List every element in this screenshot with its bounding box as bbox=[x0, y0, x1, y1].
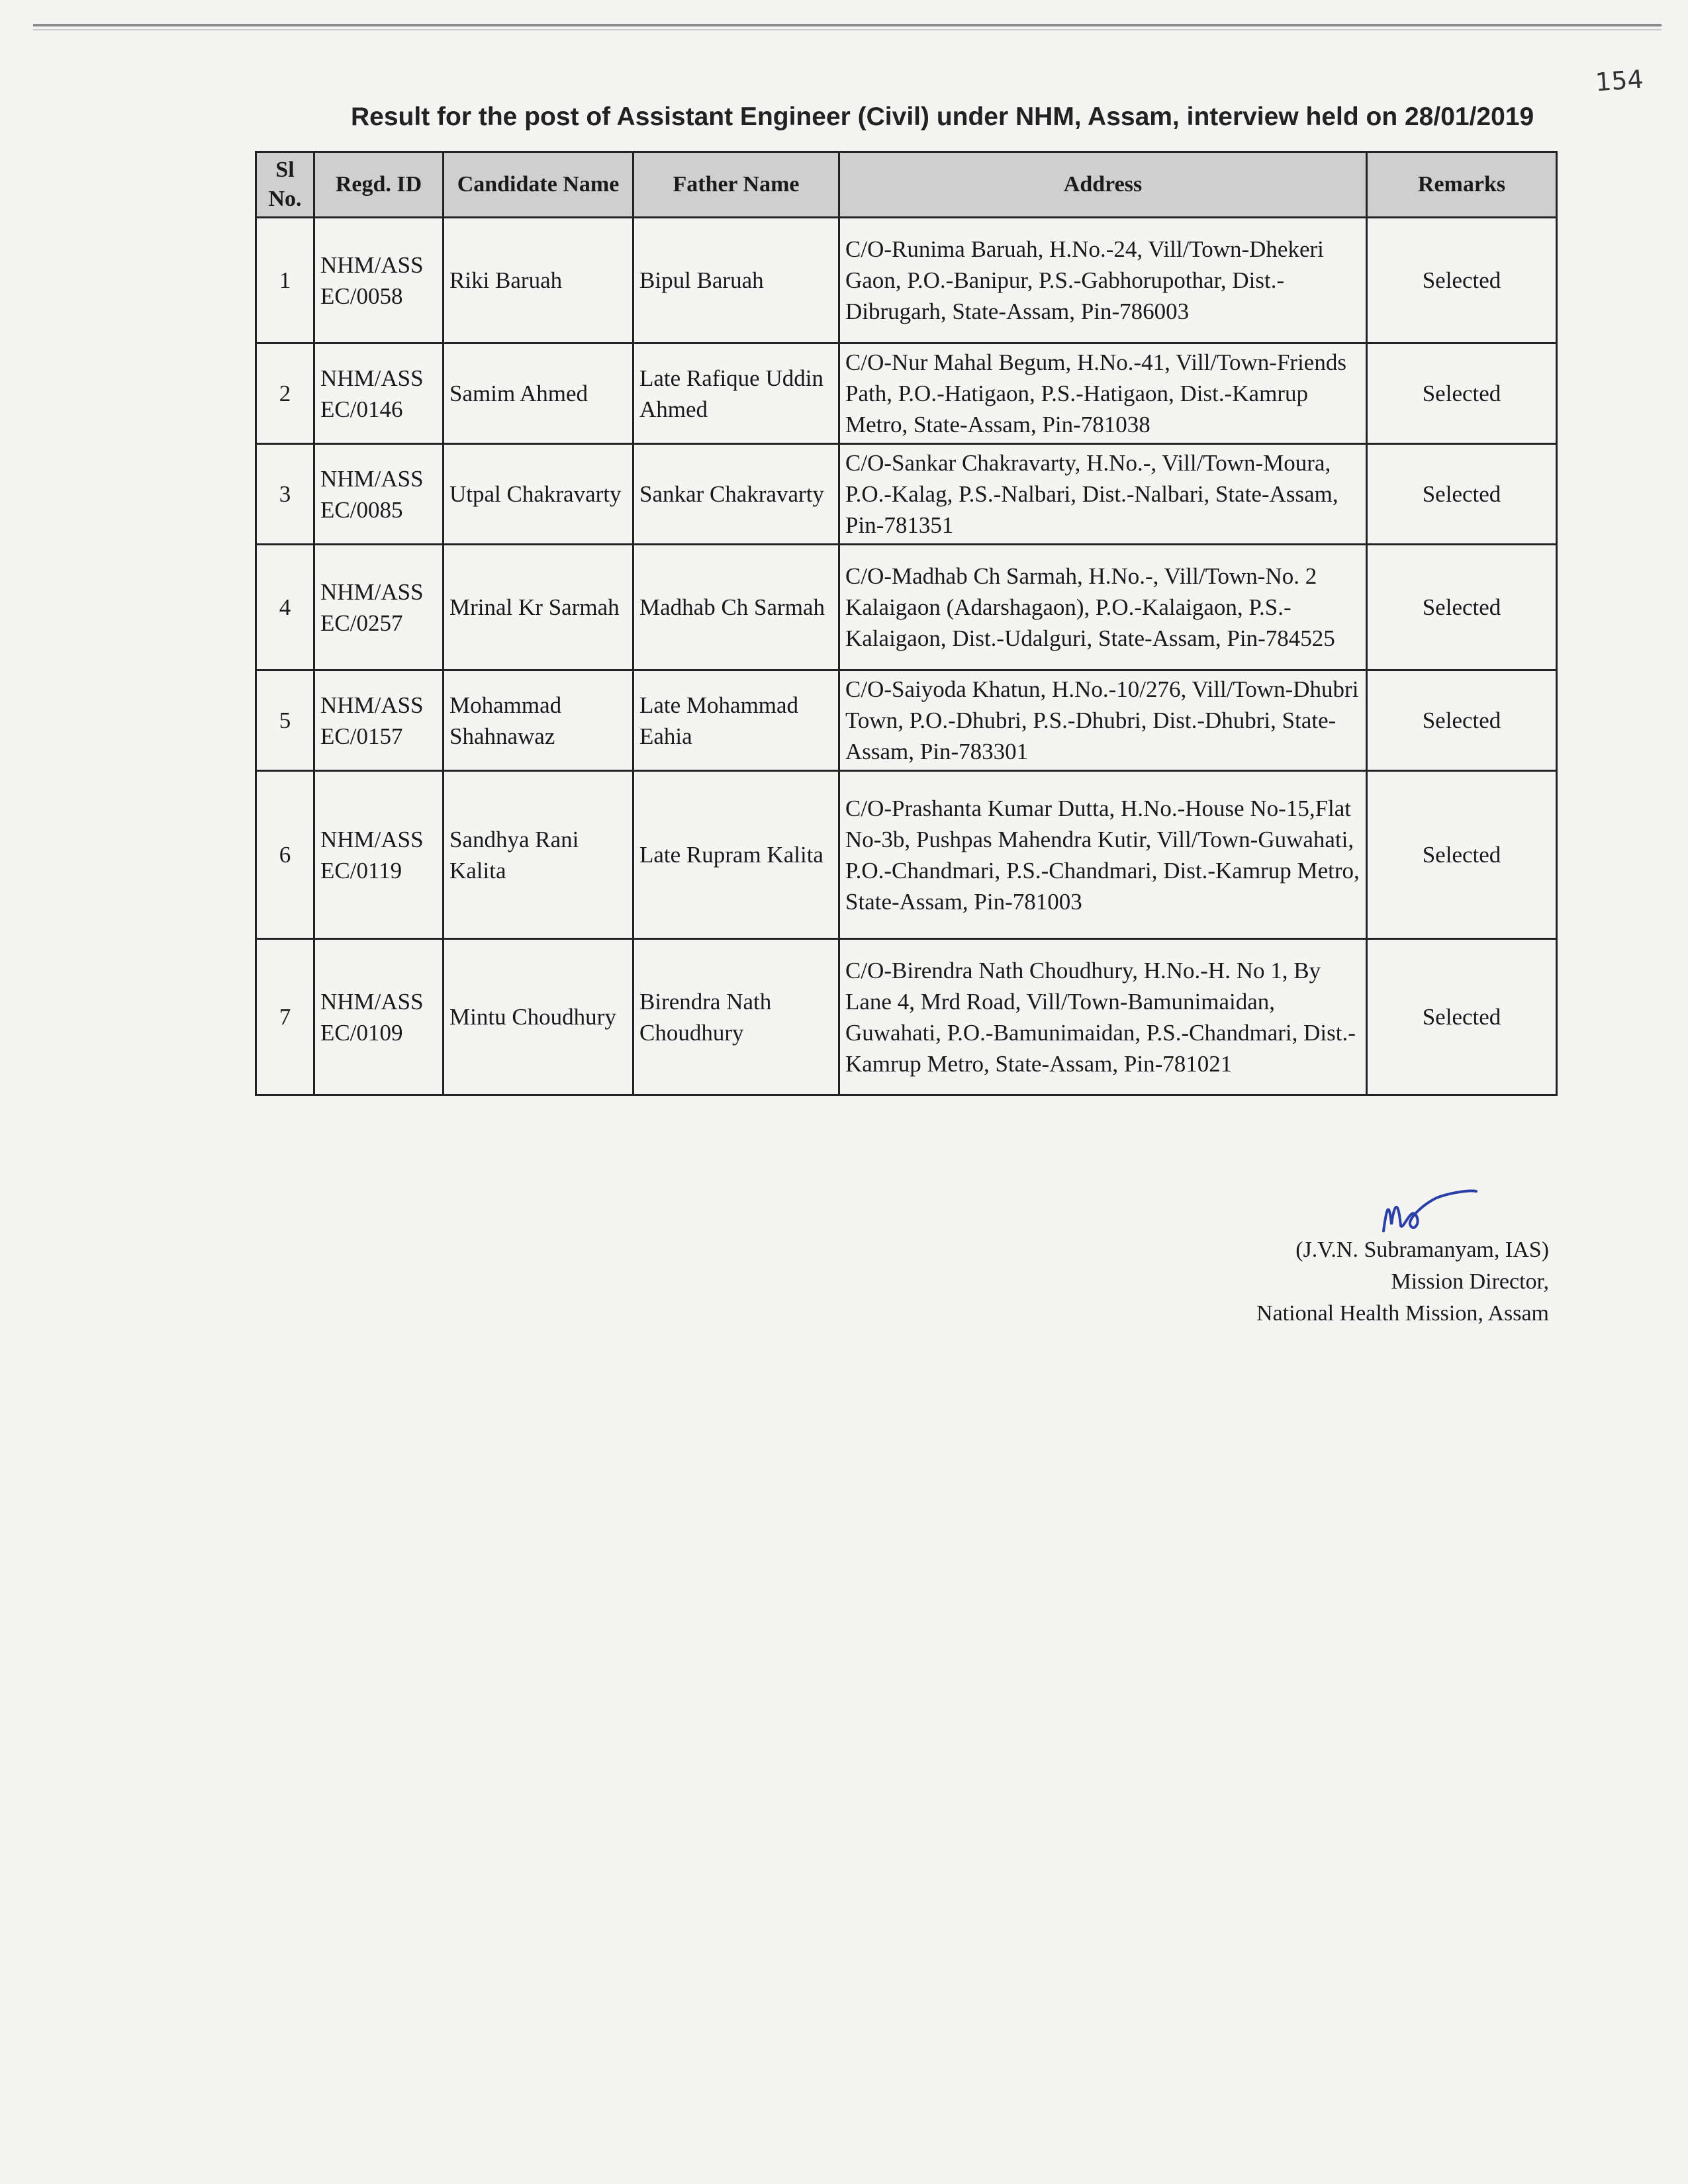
signature-stroke bbox=[1383, 1191, 1476, 1231]
cell-address: C/O-Madhab Ch Sarmah, H.No.-, Vill/Town-No. 2 Kalaigaon (Adarshagaon), P.O.-Kalaigaon, P.S.-Kalaigaon, Dist.-Udalguri, State-Assam, Pin-784525 bbox=[839, 545, 1367, 670]
cell-candidate-name: Utpal Chakravarty bbox=[444, 444, 633, 545]
signature-block bbox=[1256, 1234, 1549, 1330]
cell-remarks: Selected bbox=[1367, 218, 1557, 343]
signatory-designation: Mission Director, bbox=[1391, 1269, 1549, 1294]
header-candidate-name: Candidate Name bbox=[444, 152, 633, 218]
cell-sl-no: 5 bbox=[256, 670, 314, 771]
cell-sl-no: 4 bbox=[256, 545, 314, 670]
cell-remarks: Selected bbox=[1367, 771, 1557, 939]
cell-address: C/O-Saiyoda Khatun, H.No.-10/276, Vill/Town-Dhubri Town, P.O.-Dhubri, P.S.-Dhubri, Dist.-Dhubri, State-Assam, Pin-783301 bbox=[839, 670, 1367, 771]
scan-top-rule bbox=[33, 24, 1662, 26]
cell-candidate-name: Mintu Choudhury bbox=[444, 939, 633, 1095]
table-row bbox=[256, 218, 1557, 343]
cell-sl-no: 6 bbox=[256, 771, 314, 939]
cell-father-name: Late Rupram Kalita bbox=[633, 771, 839, 939]
cell-remarks: Selected bbox=[1367, 343, 1557, 444]
cell-regd-id: NHM/ASS EC/0109 bbox=[314, 939, 444, 1095]
cell-regd-id: NHM/ASS EC/0085 bbox=[314, 444, 444, 545]
cell-sl-no: 1 bbox=[256, 218, 314, 343]
header-remarks: Remarks bbox=[1367, 152, 1557, 218]
cell-remarks: Selected bbox=[1367, 444, 1557, 545]
cell-remarks: Selected bbox=[1367, 939, 1557, 1095]
document-title: Result for the post of Assistant Engineer (Civil) under NHM, Assam, interview held on 28/01/2019 bbox=[351, 103, 1534, 131]
table-row bbox=[256, 939, 1557, 1095]
results-table-body bbox=[256, 218, 1557, 1095]
results-table bbox=[255, 151, 1558, 1096]
cell-father-name: Sankar Chakravarty bbox=[633, 444, 839, 545]
results-table-head bbox=[256, 152, 1557, 218]
cell-address: C/O-Prashanta Kumar Dutta, H.No.-House No-15,Flat No-3b, Pushpas Mahendra Kutir, Vill/Town-Guwahati, P.O.-Chandmari, P.S.-Chandmari, Dist.-Kamrup Metro, State-Assam, Pin-781003 bbox=[839, 771, 1367, 939]
cell-regd-id: NHM/ASS EC/0058 bbox=[314, 218, 444, 343]
header-address: Address bbox=[839, 152, 1367, 218]
table-row bbox=[256, 444, 1557, 545]
cell-father-name: Late Mohammad Eahia bbox=[633, 670, 839, 771]
cell-father-name: Bipul Baruah bbox=[633, 218, 839, 343]
table-row bbox=[256, 771, 1557, 939]
cell-father-name: Madhab Ch Sarmah bbox=[633, 545, 839, 670]
header-regd-id: Regd. ID bbox=[314, 152, 444, 218]
cell-address: C/O-Runima Baruah, H.No.-24, Vill/Town-Dhekeri Gaon, P.O.-Banipur, P.S.-Gabhorupothar, Dist.-Dibrugarh, State-Assam, Pin-786003 bbox=[839, 218, 1367, 343]
cell-father-name: Birendra Nath Choudhury bbox=[633, 939, 839, 1095]
cell-regd-id: NHM/ASS EC/0157 bbox=[314, 670, 444, 771]
cell-sl-no: 2 bbox=[256, 343, 314, 444]
cell-candidate-name: Mrinal Kr Sarmah bbox=[444, 545, 633, 670]
header-row bbox=[256, 152, 1557, 218]
cell-father-name: Late Rafique Uddin Ahmed bbox=[633, 343, 839, 444]
cell-regd-id: NHM/ASS EC/0257 bbox=[314, 545, 444, 670]
cell-regd-id: NHM/ASS EC/0119 bbox=[314, 771, 444, 939]
header-father-name: Father Name bbox=[633, 152, 839, 218]
cell-sl-no: 3 bbox=[256, 444, 314, 545]
signatory-name: (J.V.N. Subramanyam, IAS) bbox=[1295, 1238, 1549, 1262]
table-row bbox=[256, 343, 1557, 444]
cell-address: C/O-Sankar Chakravarty, H.No.-, Vill/Town-Moura, P.O.-Kalag, P.S.-Nalbari, Dist.-Nalbari, State-Assam, Pin-781351 bbox=[839, 444, 1367, 545]
cell-candidate-name: Mohammad Shahnawaz bbox=[444, 670, 633, 771]
header-sl-no: Sl No. bbox=[256, 152, 314, 218]
cell-address: C/O-Nur Mahal Begum, H.No.-41, Vill/Town-Friends Path, P.O.-Hatigaon, P.S.-Hatigaon, Dist.-Kamrup Metro, State-Assam, Pin-781038 bbox=[839, 343, 1367, 444]
cell-candidate-name: Riki Baruah bbox=[444, 218, 633, 343]
cell-remarks: Selected bbox=[1367, 670, 1557, 771]
cell-candidate-name: Samim Ahmed bbox=[444, 343, 633, 444]
handwritten-page-number: 154 bbox=[1594, 64, 1644, 97]
signatory-organization: National Health Mission, Assam bbox=[1256, 1301, 1549, 1326]
cell-regd-id: NHM/ASS EC/0146 bbox=[314, 343, 444, 444]
scan-top-rule-shadow bbox=[33, 29, 1662, 30]
cell-address: C/O-Birendra Nath Choudhury, H.No.-H. No 1, By Lane 4, Mrd Road, Vill/Town-Bamunimaidan, Guwahati, P.O.-Bamunimaidan, P.S.-Chandmari, Dist.-Kamrup Metro, State-Assam, Pin-781021 bbox=[839, 939, 1367, 1095]
cell-candidate-name: Sandhya Rani Kalita bbox=[444, 771, 633, 939]
cell-sl-no: 7 bbox=[256, 939, 314, 1095]
cell-remarks: Selected bbox=[1367, 545, 1557, 670]
table-row bbox=[256, 670, 1557, 771]
table-row bbox=[256, 545, 1557, 670]
